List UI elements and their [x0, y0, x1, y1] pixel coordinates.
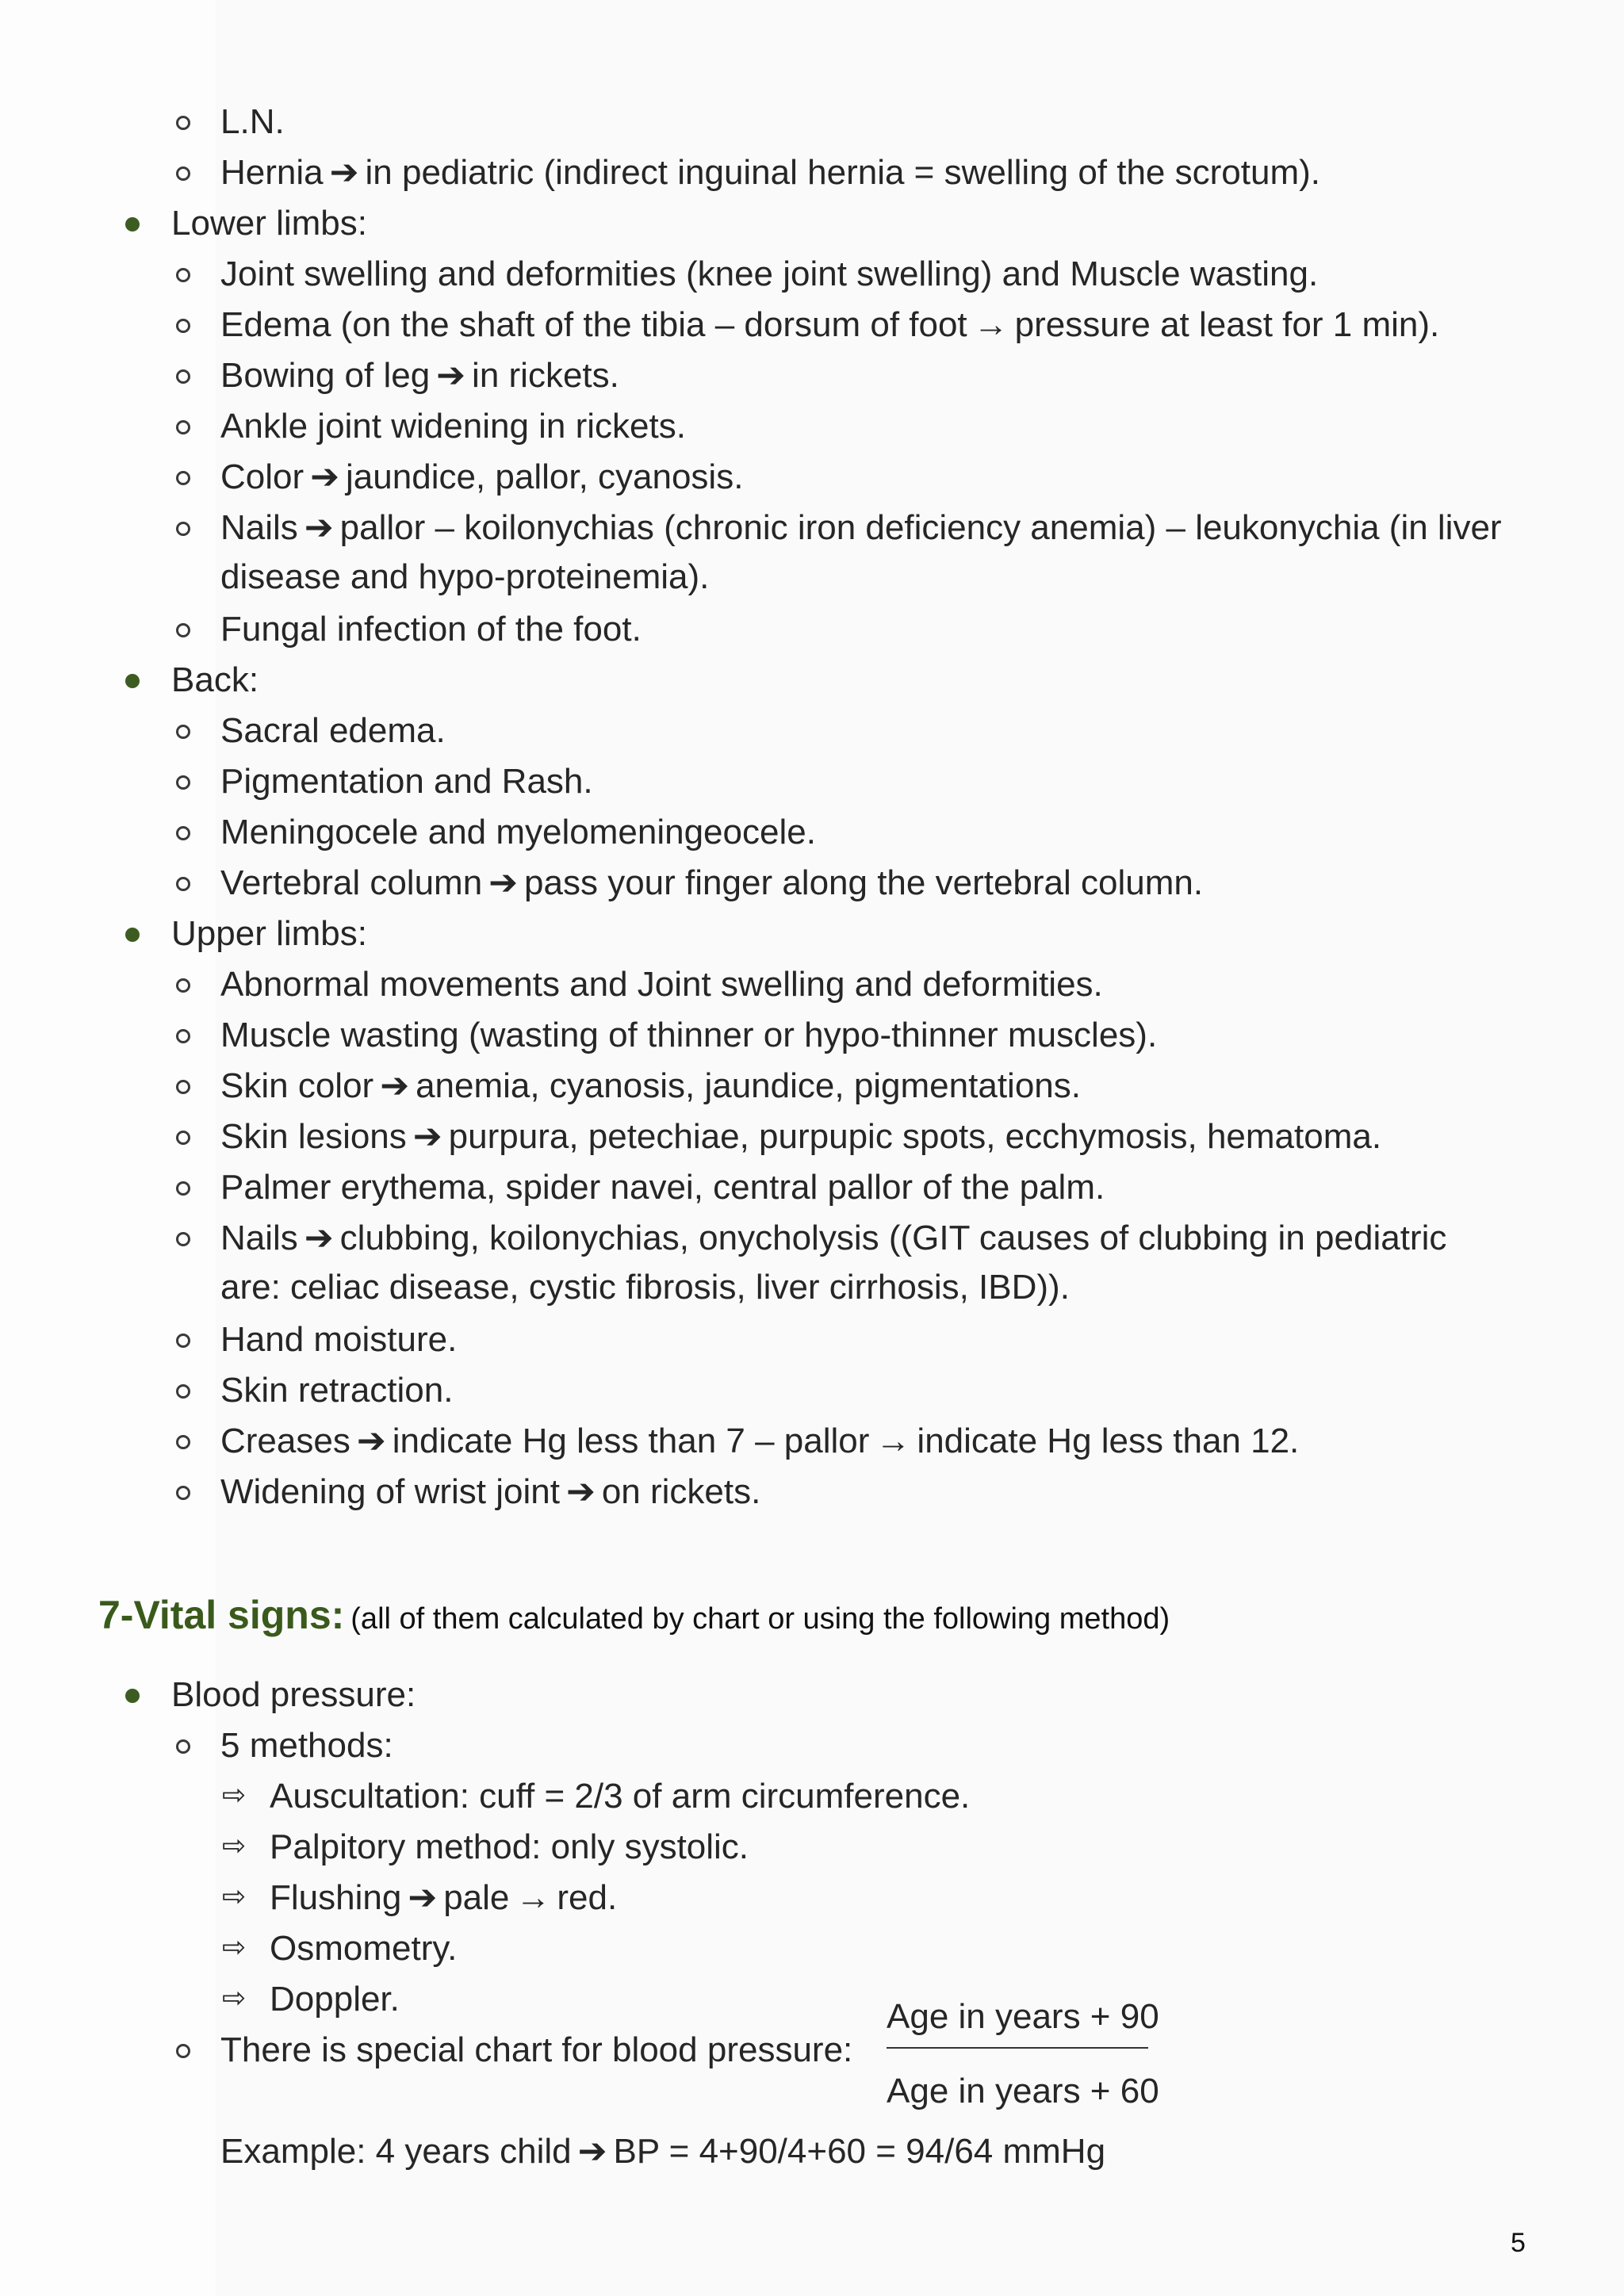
section-title-lower-limbs: Lower limbs: [171, 204, 367, 243]
arrow-icon: ➔ [380, 1066, 410, 1105]
list-item: Ankle joint widening in rickets. [220, 407, 686, 446]
circle-bullet-icon [176, 1739, 190, 1754]
list-item: There is special chart for blood pressure: [220, 2030, 853, 2069]
sub-list-item: Auscultation: cuff = 2/3 of arm circumference. [270, 1777, 971, 1816]
section-title-back: Back: [171, 660, 259, 699]
list-item-continuation: are: celiac disease, cystic fibrosis, liver cirrhosis, IBD)). [220, 1268, 1070, 1307]
sub-list-item: Palpitory method: only systolic. [270, 1827, 749, 1866]
circle-bullet-icon [176, 166, 190, 181]
circle-bullet-icon [176, 2044, 190, 2058]
circle-bullet-icon [176, 1029, 190, 1043]
arrow-icon: ➔ [329, 153, 359, 192]
page-number: 5 [1511, 2228, 1526, 2258]
circle-bullet-icon [176, 826, 190, 840]
fraction-numerator: Age in years + 90 [887, 1997, 1159, 2036]
arrow-icon: ➔ [565, 1472, 596, 1511]
circle-bullet-icon [176, 623, 190, 637]
hollow-arrow-icon: ⇨ [222, 1829, 247, 1862]
arrow-icon: ➔ [436, 356, 466, 395]
hollow-arrow-icon: ⇨ [222, 1931, 247, 1963]
arrow-icon: ➔ [488, 863, 519, 902]
list-item: Sacral edema. [220, 711, 446, 750]
hollow-arrow-icon: ⇨ [222, 1880, 247, 1912]
arrow-icon: ➔ [356, 1422, 386, 1460]
bullet-icon [125, 1689, 140, 1703]
circle-bullet-icon [176, 116, 190, 130]
bullet-icon [125, 928, 140, 942]
sub-list-item: Osmometry. [270, 1929, 458, 1968]
section-heading-vital-signs [98, 1592, 1170, 1638]
sub-list-item: Flushing ➔ pale → red. [270, 1878, 618, 1917]
section-subheading: (all of them calculated by chart or using the following method) [350, 1602, 1170, 1636]
circle-bullet-icon [176, 268, 190, 282]
list-item: Palmer erythema, spider navei, central pallor of the palm. [220, 1168, 1105, 1207]
fraction-bar [887, 2047, 1148, 2049]
list-item: Color ➔ jaundice, pallor, cyanosis. [220, 457, 744, 496]
arrow-icon: → [515, 1878, 551, 1917]
circle-bullet-icon [176, 1080, 190, 1094]
list-item: Nails ➔ pallor – koilonychias (chronic iron deficiency anemia) – leukonychia (in liver [220, 508, 1502, 547]
circle-bullet-icon [176, 1334, 190, 1348]
circle-bullet-icon [176, 1181, 190, 1196]
arrow-icon: ➔ [577, 2132, 607, 2171]
section-title-blood-pressure: Blood pressure: [171, 1675, 416, 1714]
circle-bullet-icon [176, 420, 190, 434]
list-item-continuation: disease and hypo-proteinemia). [220, 557, 710, 596]
arrow-icon: ➔ [304, 1219, 334, 1257]
list-item: Skin lesions ➔ purpura, petechiae, purpupic spots, ecchymosis, hematoma. [220, 1117, 1382, 1156]
list-item: Abnormal movements and Joint swelling and deformities. [220, 965, 1103, 1004]
circle-bullet-icon [176, 978, 190, 993]
arrow-icon: ➔ [304, 508, 334, 547]
list-item: Widening of wrist joint ➔ on rickets. [220, 1472, 761, 1511]
list-item: Creases ➔ indicate Hg less than 7 – pallor → indicate Hg less than 12. [220, 1422, 1300, 1460]
bullet-icon [125, 217, 140, 232]
section-heading: 7-Vital signs: [98, 1593, 345, 1637]
arrow-icon: ➔ [408, 1878, 438, 1917]
circle-bullet-icon [176, 1435, 190, 1449]
circle-bullet-icon [176, 1232, 190, 1246]
circle-bullet-icon [176, 319, 190, 333]
fraction-denominator: Age in years + 60 [887, 2072, 1159, 2110]
arrow-icon: ➔ [310, 457, 340, 496]
arrow-icon: → [875, 1422, 911, 1460]
list-item: Fungal infection of the foot. [220, 610, 642, 649]
hollow-arrow-icon: ⇨ [222, 1778, 247, 1811]
hollow-arrow-icon: ⇨ [222, 1981, 247, 2014]
circle-bullet-icon [176, 1384, 190, 1399]
circle-bullet-icon [176, 877, 190, 891]
section-title-upper-limbs: Upper limbs: [171, 914, 367, 953]
arrow-icon: → [973, 305, 1009, 344]
circle-bullet-icon [176, 1131, 190, 1145]
list-item: Hernia ➔ in pediatric (indirect inguinal hernia = swelling of the scrotum). [220, 153, 1320, 192]
list-item: L.N. [220, 102, 285, 141]
list-item: Meningocele and myelomeningeocele. [220, 813, 816, 851]
circle-bullet-icon [176, 471, 190, 485]
circle-bullet-icon [176, 369, 190, 384]
list-item: Bowing of leg ➔ in rickets. [220, 356, 619, 395]
list-item: Edema (on the shaft of the tibia – dorsum of foot → pressure at least for 1 min). [220, 305, 1440, 344]
list-item: Nails ➔ clubbing, koilonychias, onycholysis ((GIT causes of clubbing in pediatric [220, 1219, 1447, 1257]
circle-bullet-icon [176, 522, 190, 536]
circle-bullet-icon [176, 775, 190, 790]
arrow-icon: ➔ [412, 1117, 442, 1156]
list-item: Skin color ➔ anemia, cyanosis, jaundice, pigmentations. [220, 1066, 1081, 1105]
sub-list-item: Doppler. [270, 1980, 400, 2019]
bullet-icon [125, 674, 140, 688]
list-item: Joint swelling and deformities (knee joint swelling) and Muscle wasting. [220, 254, 1319, 293]
circle-bullet-icon [176, 1486, 190, 1500]
list-item: Pigmentation and Rash. [220, 762, 593, 801]
list-item: 5 methods: [220, 1726, 393, 1765]
list-item: Hand moisture. [220, 1320, 458, 1359]
list-item: Skin retraction. [220, 1371, 454, 1410]
example-line: Example: 4 years child ➔ BP = 4+90/4+60 = 94/64 mmHg [220, 2132, 1106, 2171]
list-item: Muscle wasting (wasting of thinner or hypo-thinner muscles). [220, 1016, 1158, 1054]
list-item: Vertebral column ➔ pass your finger along the vertebral column. [220, 863, 1204, 902]
circle-bullet-icon [176, 725, 190, 739]
